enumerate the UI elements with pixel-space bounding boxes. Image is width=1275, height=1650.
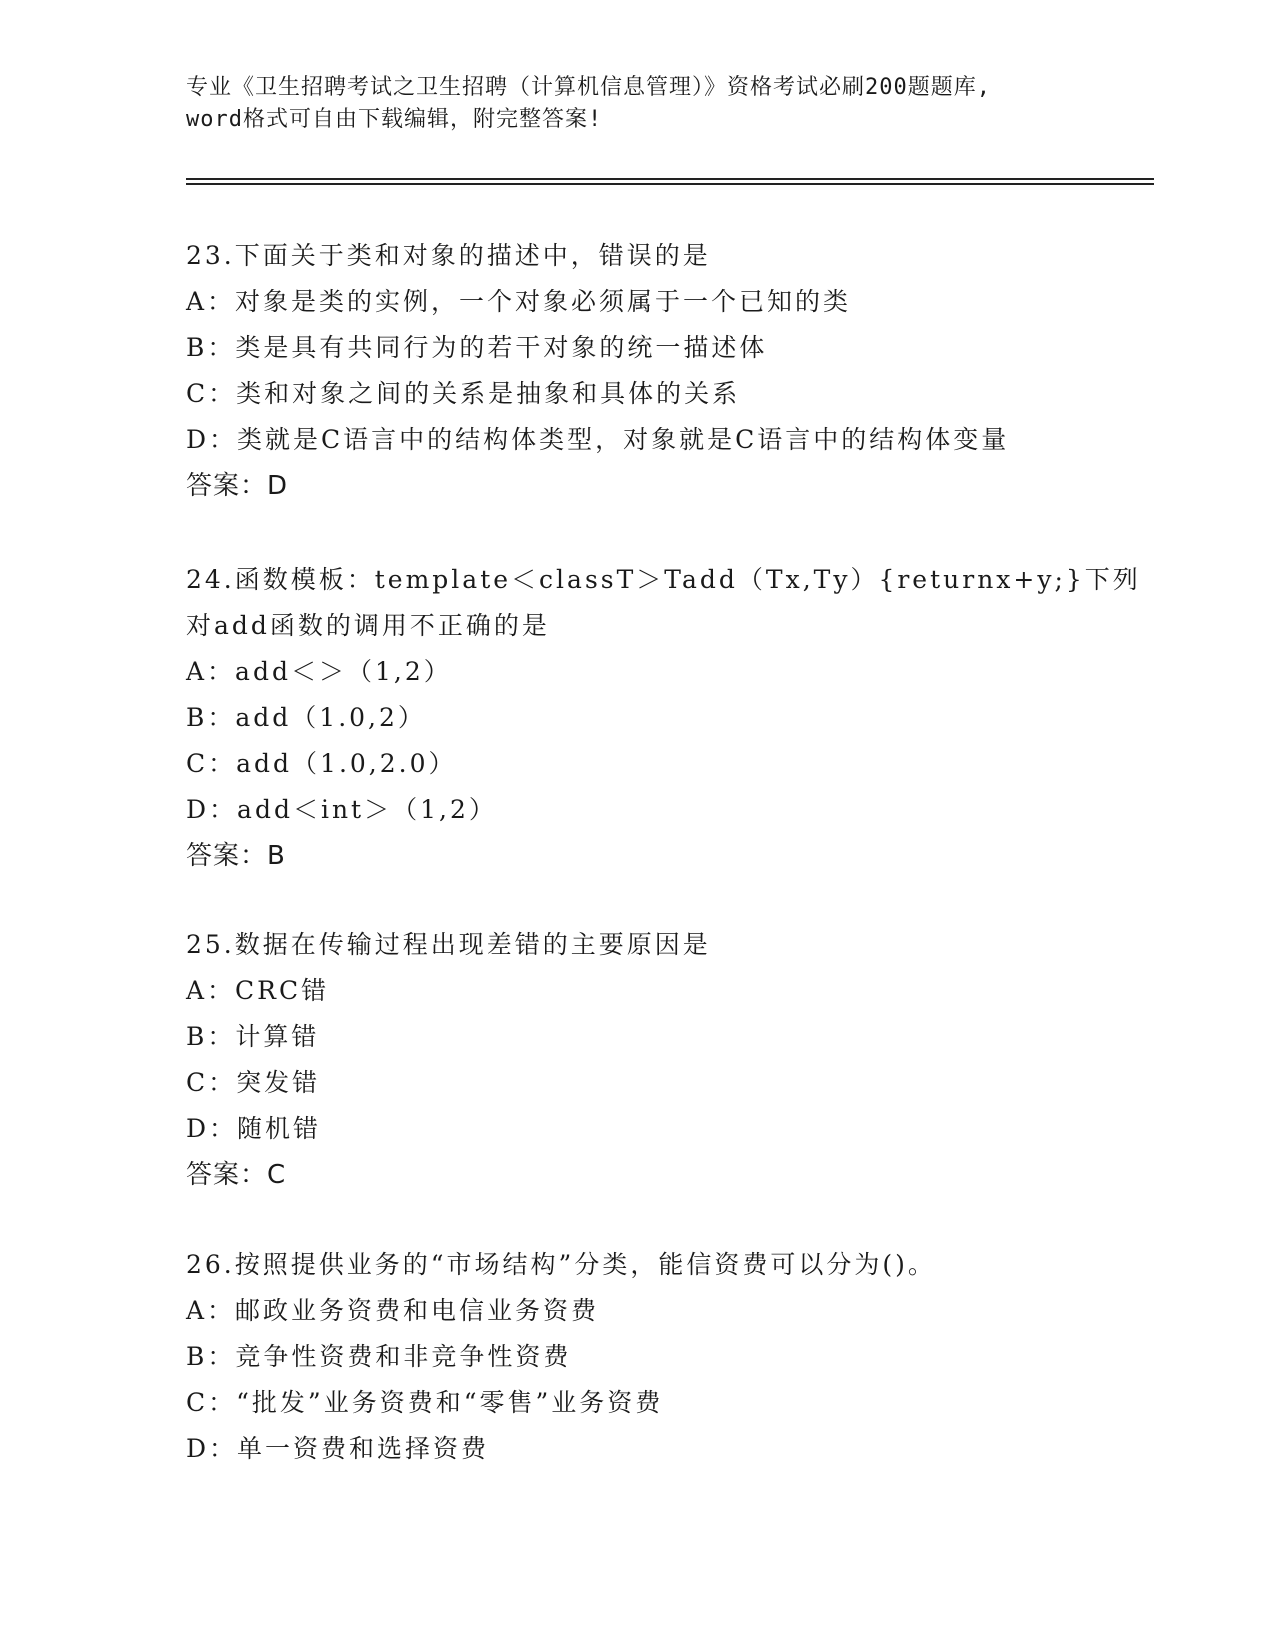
header-divider-bottom: [186, 183, 1154, 185]
question-stem: 23.下面关于类和对象的描述中，错误的是: [186, 241, 711, 270]
answer-line: 答案：B: [186, 841, 286, 871]
header-title-line-1: 专业《卫生招聘考试之卫生招聘（计算机信息管理）》资格考试必刷200题题库,: [186, 75, 991, 100]
question-stem-continued: 对add函数的调用不正确的是: [186, 611, 550, 640]
option-b: B：类是具有共同行为的若干对象的统一描述体: [186, 333, 768, 362]
question-stem: 24.函数模板：template＜classT＞Tadd（Tx,Ty）{returnx+y;}下列: [186, 565, 1141, 594]
option-a: A：对象是类的实例，一个对象必须属于一个已知的类: [186, 287, 852, 316]
option-c: C：add（1.0,2.0）: [186, 749, 457, 778]
document-header: [186, 72, 1086, 136]
option-c: C：“批发”业务资费和“零售”业务资费: [186, 1388, 664, 1417]
question-stem: 25.数据在传输过程出现差错的主要原因是: [186, 930, 711, 959]
option-a: A：CRC错: [186, 976, 330, 1005]
question-24: [186, 557, 1141, 879]
option-c: C：类和对象之间的关系是抽象和具体的关系: [186, 379, 741, 408]
answer-line: 答案：D: [186, 471, 289, 501]
header-title-line-2: word格式可自由下载编辑，附完整答案!: [186, 107, 603, 132]
question-23: [186, 233, 1086, 509]
option-b: B：竞争性资费和非竞争性资费: [186, 1342, 572, 1371]
option-d: D：add＜int＞（1,2）: [186, 795, 497, 824]
option-d: D：随机错: [186, 1114, 322, 1143]
question-26: [186, 1242, 1086, 1472]
question-stem: 26.按照提供业务的“市场结构”分类，能信资费可以分为()。: [186, 1250, 936, 1279]
option-b: B：计算错: [186, 1022, 320, 1051]
answer-line: 答案：C: [186, 1160, 287, 1190]
option-d: D：单一资费和选择资费: [186, 1434, 490, 1463]
option-a: A：add＜＞（1,2）: [186, 657, 452, 686]
option-a: A：邮政业务资费和电信业务资费: [186, 1296, 600, 1325]
option-b: B：add（1.0,2）: [186, 703, 426, 732]
option-c: C：突发错: [186, 1068, 321, 1097]
question-25: [186, 922, 1086, 1198]
option-d: D：类就是C语言中的结构体类型，对象就是C语言中的结构体变量: [186, 425, 1010, 454]
header-divider-top: [186, 178, 1154, 180]
